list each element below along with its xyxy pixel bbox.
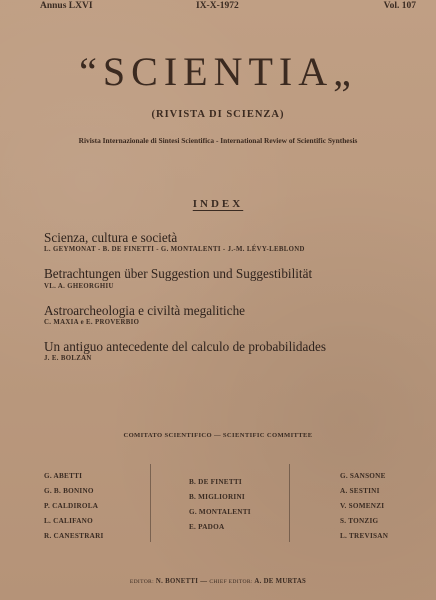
committee-heading: COMITATO SCIENTIFICO — SCIENTIFIC COMMITTEE (123, 432, 313, 439)
committee-member: G. ABETTI (44, 472, 83, 480)
committee-member: E. PADOA (189, 523, 225, 531)
committee-member: G. MONTALENTI (189, 508, 251, 516)
article-authors: VL. A. GHEORGHIU (44, 282, 114, 290)
editor-name: N. BONETTI (155, 578, 199, 585)
committee-list (35, 469, 405, 545)
article-item (44, 340, 414, 363)
credits-separator: — (200, 578, 208, 585)
committee-member: P. CALDIROLA (44, 502, 99, 510)
committee-member: L. CALIFANO (44, 517, 93, 525)
index-heading (0, 198, 436, 210)
article-authors: L. GEYMONAT - B. DE FINETTI - G. MONTALENTI - J.-M. LÉVY-LEBLOND (44, 246, 305, 254)
committee-member: G. SANSONE (340, 472, 386, 480)
masthead-tagline: Rivista Internazionale di Sintesi Scientifica - International Review of Scientific Synthesis (78, 136, 358, 145)
committee-member: A. SESTINI (340, 487, 380, 495)
editor-credits (0, 578, 436, 585)
article-authors: C. MAXIA e E. PROVERBIO (44, 319, 140, 327)
committee-member: G. B. BONINO (44, 487, 94, 495)
editor-label: EDITOR: (129, 579, 154, 585)
volume-text: Vol. 107 (383, 1, 416, 11)
article-title: Astroarcheologia e civiltà megalitiche (44, 302, 246, 318)
committee-member: S. TONZIG (340, 517, 379, 525)
article-item (44, 304, 414, 327)
committee-member: L. TREVISAN (340, 532, 389, 540)
article-title: Betrachtungen über Suggestion und Suggestibilität (44, 266, 313, 282)
article-item (44, 231, 414, 254)
article-title: Un antiguo antecedente del calculo de probabilidades (44, 339, 326, 355)
issue-date-text: IX-X-1972 (196, 1, 239, 11)
article-authors: J. E. BOLZAN (44, 355, 92, 363)
committee-member: B. DE FINETTI (189, 478, 242, 486)
article-list (44, 231, 414, 377)
committee-member: R. CANESTRARI (44, 532, 104, 540)
masthead-subtitle: (RIVISTA DI SCIENZA) (151, 109, 285, 120)
committee-column (340, 469, 388, 544)
committee-member: V. SOMENZI (340, 502, 385, 510)
index-heading-text: INDEX (192, 198, 244, 210)
article-item (44, 267, 414, 290)
annus-text: Annus LXVI (40, 1, 93, 11)
article-title: Scienza, cultura e società (44, 230, 178, 245)
chief-editor-label: CHIEF EDITOR: (209, 579, 253, 585)
issue-info-bar (0, 0, 436, 16)
committee-column (189, 475, 251, 535)
chief-editor-name: A. DE MURTAS (254, 578, 307, 585)
committee-member: B. MIGLIORINI (189, 493, 245, 501)
masthead-title: “SCIENTIA„ (79, 49, 357, 94)
committee-column (44, 469, 104, 544)
